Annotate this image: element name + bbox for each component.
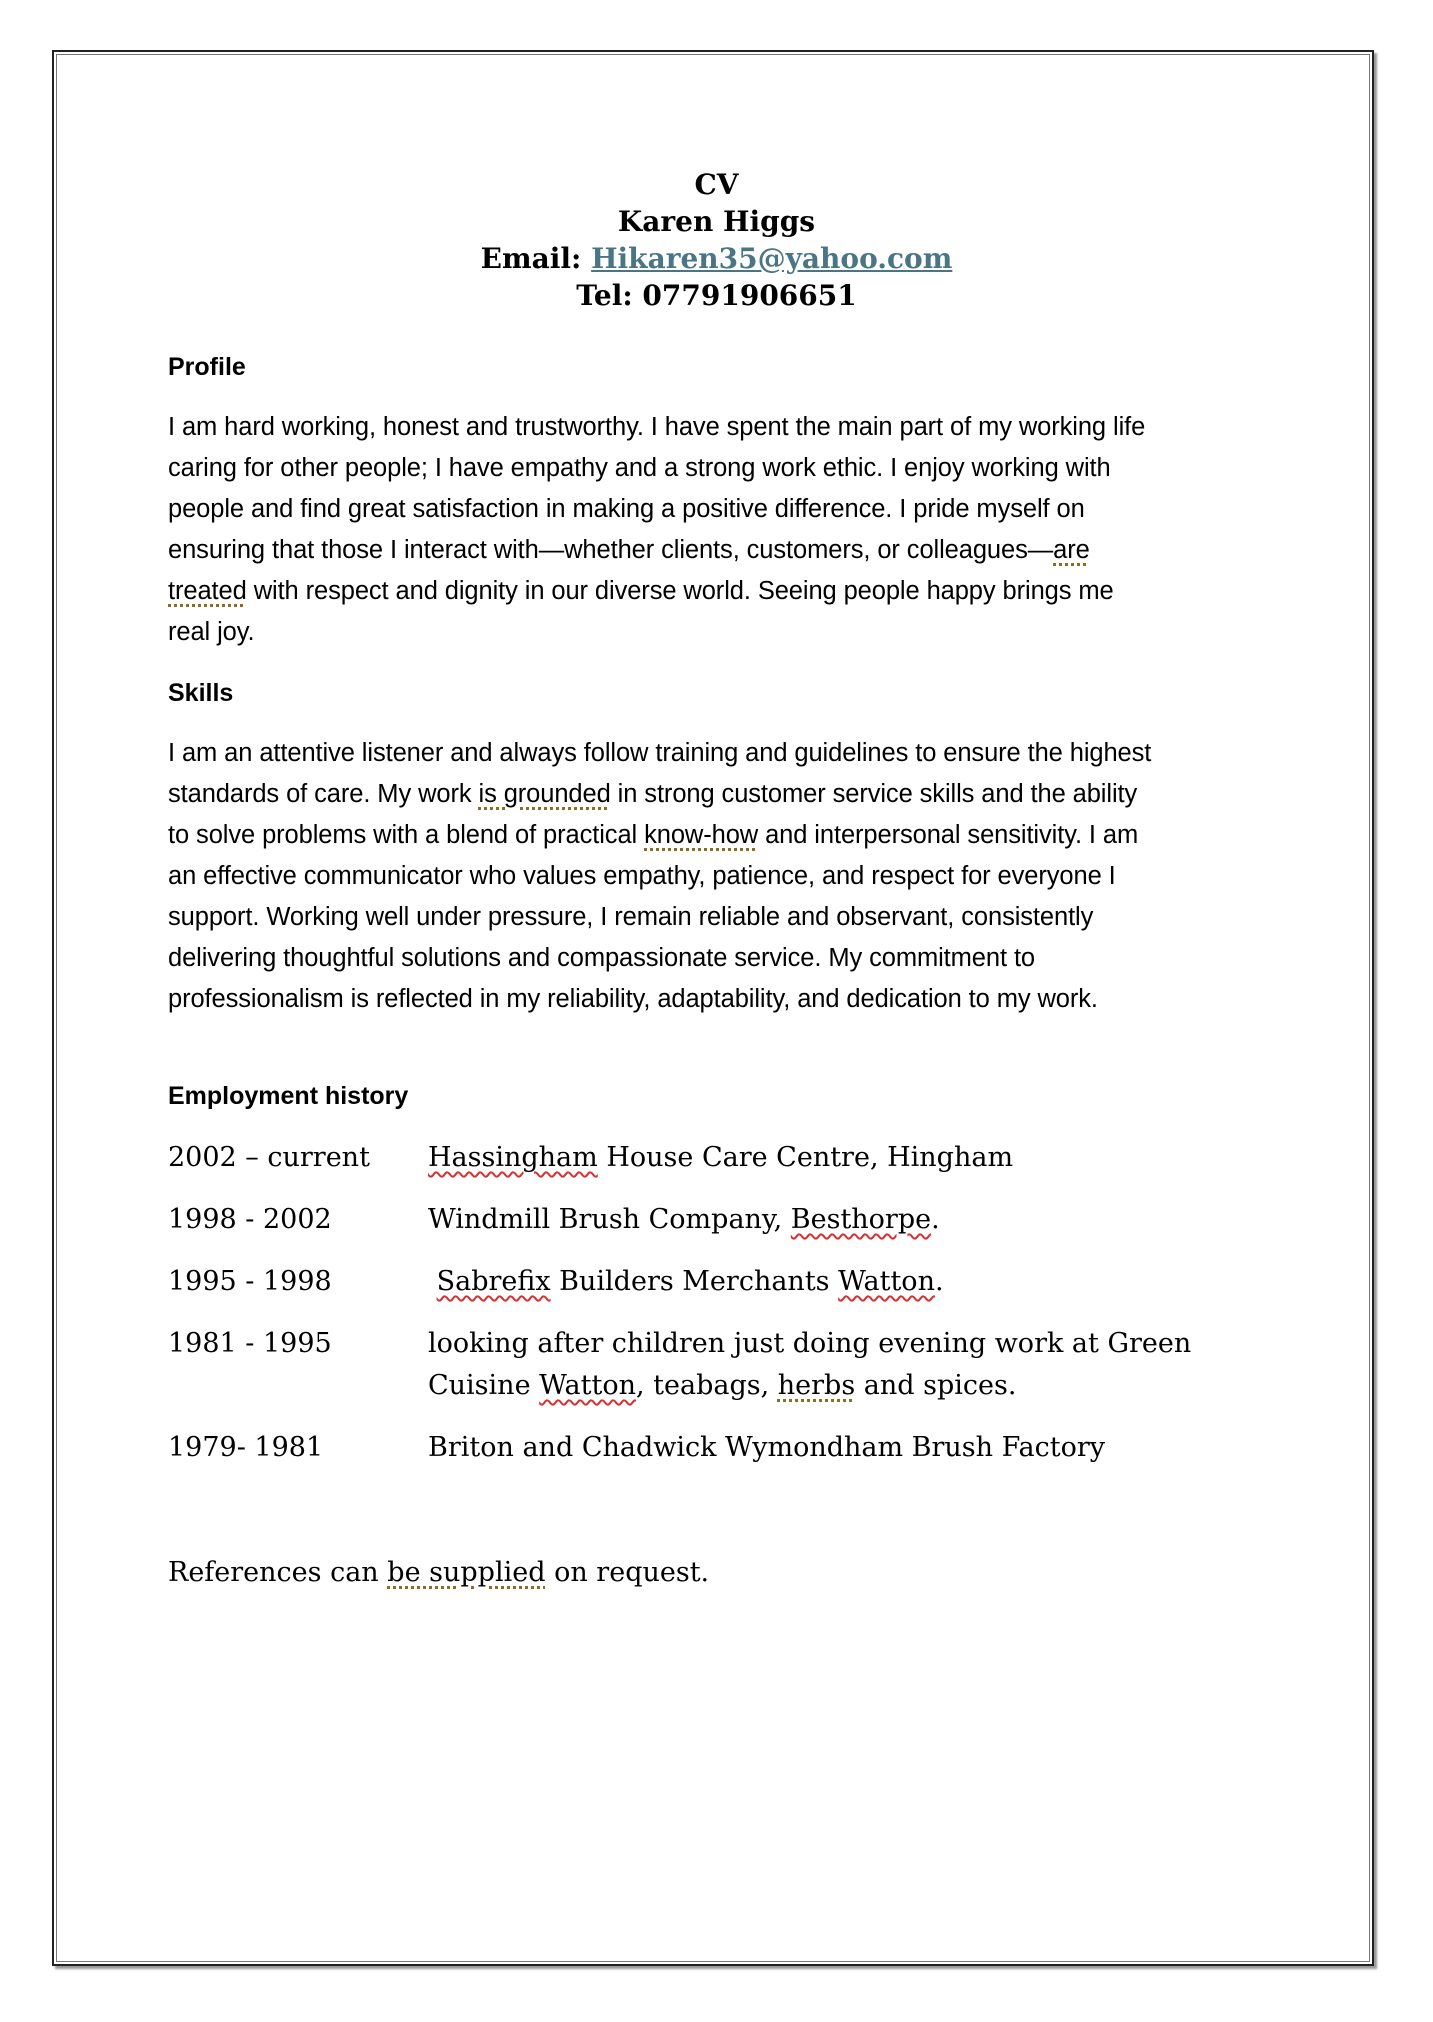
employment-years: 1998 - 2002 xyxy=(168,1204,332,1235)
profile-line: treated with respect and dignity in our diverse world. Seeing people happy brings me xyxy=(168,577,1114,605)
telephone-line: Tel: 07791906651 xyxy=(576,279,857,312)
skills-line: I am an attentive listener and always follow training and guidelines to ensure the highest xyxy=(168,739,1152,767)
skills-line: delivering thoughtful solutions and compassionate service. My commitment to xyxy=(168,944,1036,972)
profile-line: I am hard working, honest and trustworthy. I have spent the main part of my working life xyxy=(168,413,1146,441)
cv-header xyxy=(0,166,1433,314)
spelling-flag[interactable]: Watton xyxy=(539,1370,636,1401)
skills-line: an effective communicator who values empathy, patience, and respect for everyone I xyxy=(168,862,1116,890)
spelling-flag[interactable]: Sabrefix xyxy=(436,1266,551,1297)
grammar-flag[interactable]: be supplied xyxy=(387,1557,546,1588)
spelling-flag[interactable]: Watton xyxy=(838,1266,935,1297)
employment-years: 1981 - 1995 xyxy=(168,1328,332,1359)
profile-line: real joy. xyxy=(168,618,255,646)
employment-description: Sabrefix Builders Merchants Watton. xyxy=(436,1266,944,1297)
email-label: Email: xyxy=(480,242,592,275)
cv-title: CV xyxy=(694,168,739,201)
candidate-name: Karen Higgs xyxy=(617,205,816,238)
employment-description: Windmill Brush Company, Besthorpe. xyxy=(428,1204,940,1235)
references-note: References can be supplied on request. xyxy=(168,1557,710,1588)
grammar-flag[interactable]: is grounded xyxy=(478,780,611,808)
email-line xyxy=(0,240,1433,277)
employment-description: looking after children just doing evening work at Green Cuisine Watton, teabags, herbs and spices. xyxy=(428,1328,1192,1401)
skills-line: standards of care. My work is grounded in strong customer service skills and the ability xyxy=(168,780,1138,808)
skills-heading: Skills xyxy=(168,679,234,707)
email-link[interactable]: Hikaren35@yahoo.com xyxy=(591,242,953,275)
employment-years: 2002 – current xyxy=(168,1142,370,1173)
grammar-flag[interactable]: are xyxy=(1053,536,1090,564)
profile-line: caring for other people; I have empathy and a strong work ethic. I enjoy working with xyxy=(168,454,1111,482)
skills-line: to solve problems with a blend of practical know-how and interpersonal sensitivity. I am xyxy=(168,821,1139,849)
grammar-flag[interactable]: treated xyxy=(168,577,247,605)
employment-years: 1995 - 1998 xyxy=(168,1266,332,1297)
employment-years: 1979- 1981 xyxy=(168,1432,324,1463)
profile-heading: Profile xyxy=(168,353,246,381)
skills-paragraph xyxy=(168,733,1258,1020)
grammar-flag[interactable]: herbs xyxy=(777,1370,856,1401)
employment-description: Hassingham House Care Centre, Hingham xyxy=(428,1142,1014,1173)
employment-heading: Employment history xyxy=(168,1082,409,1110)
employment-description: Briton and Chadwick Wymondham Brush Factory xyxy=(428,1432,1106,1463)
grammar-flag[interactable]: know-how xyxy=(644,821,759,849)
skills-line: professionalism is reflected in my reliability, adaptability, and dedication to my work. xyxy=(168,985,1098,1013)
profile-line: ensuring that those I interact with—whether clients, customers, or colleagues—are xyxy=(168,536,1090,564)
spelling-flag[interactable]: Besthorpe xyxy=(790,1204,932,1235)
profile-line: people and find great satisfaction in making a positive difference. I pride myself on xyxy=(168,495,1085,523)
skills-line: support. Working well under pressure, I remain reliable and observant, consistently xyxy=(168,903,1094,931)
spelling-flag[interactable]: Hassingham xyxy=(428,1142,598,1173)
profile-paragraph xyxy=(168,407,1258,653)
